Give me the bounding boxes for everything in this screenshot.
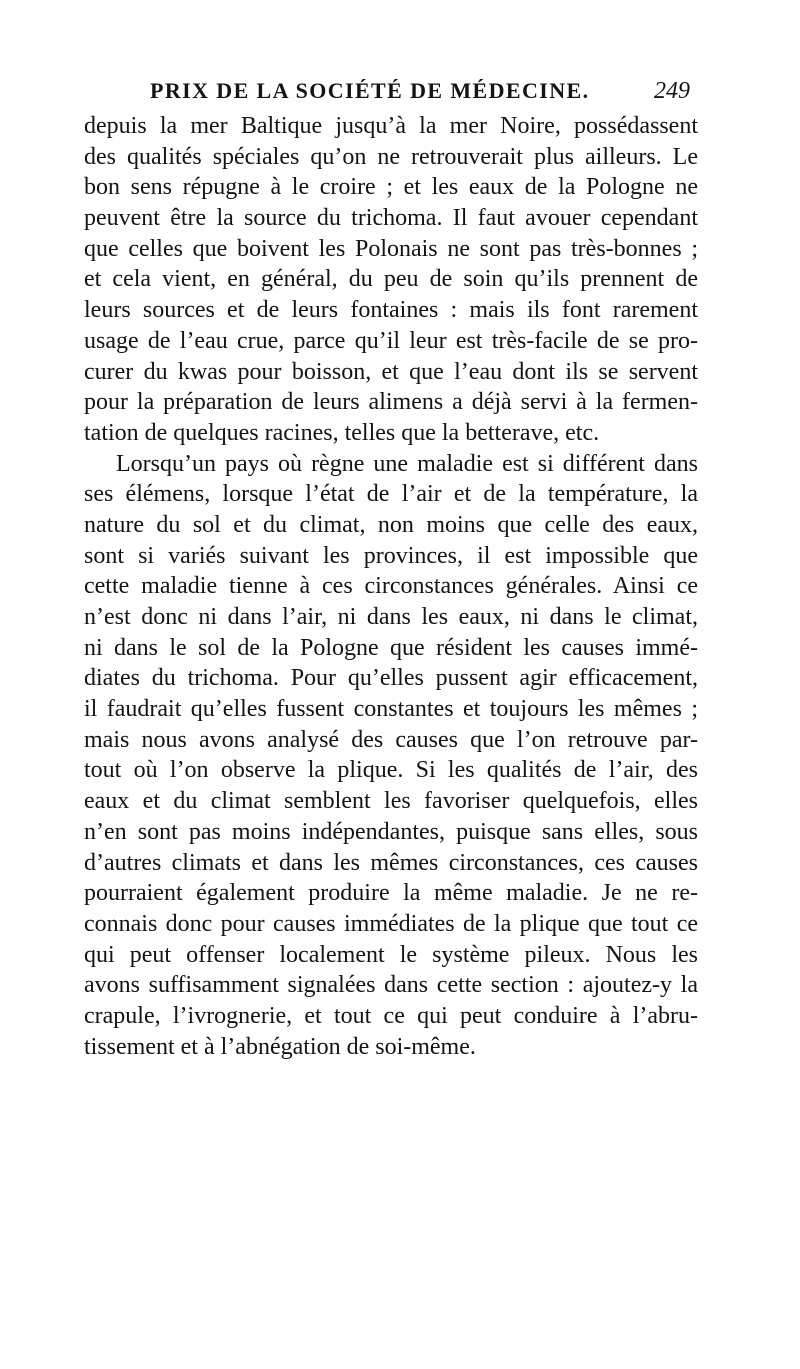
text-line: sont si variés suivant les provinces, il est impossible que xyxy=(84,542,698,569)
text-line: bon sens répugne à le croire ; et les eaux de la Pologne ne xyxy=(84,174,698,201)
text-line: leurs sources et de leurs fontaines : mais ils font rarement xyxy=(84,297,698,324)
text-line: nature du sol et du climat, non moins que celle des eaux, xyxy=(84,511,698,538)
text-line: usage de l’eau crue, parce qu’il leur est très-facile de se pro- xyxy=(84,327,698,354)
running-head xyxy=(150,78,690,110)
text-line: eaux et du climat semblent les favoriser quelquefois, elles xyxy=(84,788,698,815)
text-line: curer du kwas pour boisson, et que l’eau dont ils se servent xyxy=(84,358,698,385)
text-line: d’autres climats et dans les mêmes circonstances, ces causes xyxy=(84,849,698,876)
text-line: que celles que boivent les Polonais ne sont pas très-bonnes ; xyxy=(84,235,698,262)
text-line: n’en sont pas moins indépendantes, puisque sans elles, sous xyxy=(84,818,698,845)
text-line: tissement et à l’abnégation de soi-même. xyxy=(84,1033,476,1060)
text-line: connais donc pour causes immédiates de la plique que tout ce xyxy=(84,910,698,937)
text-line: et cela vient, en général, du peu de soin qu’ils prennent de xyxy=(84,266,698,293)
text-line: il faudrait qu’elles fussent constantes et toujours les mêmes ; xyxy=(84,696,698,723)
text-line: Lorsqu’un pays où règne une maladie est si différent dans xyxy=(116,450,698,477)
page-number: 249 xyxy=(654,78,690,104)
text-line: peuvent être la source du trichoma. Il faut avouer cependant xyxy=(84,205,698,232)
text-line: pourraient également produire la même maladie. Je ne re- xyxy=(84,880,698,907)
text-line: ses élémens, lorsque l’état de l’air et de la température, la xyxy=(84,481,698,508)
text-line: cette maladie tienne à ces circonstances générales. Ainsi ce xyxy=(84,573,698,600)
text-line: tation de quelques racines, telles que la betterave, etc. xyxy=(84,419,600,446)
text-line: qui peut offenser localement le système pileux. Nous les xyxy=(84,941,698,968)
text-line: diates du trichoma. Pour qu’elles pussent agir efficacement, xyxy=(84,665,698,692)
text-line: tout où l’on observe la plique. Si les qualités de l’air, des xyxy=(84,757,698,784)
text-line: depuis la mer Baltique jusqu’à la mer Noire, possédassent xyxy=(84,113,698,139)
text-line: des qualités spéciales qu’on ne retrouverait plus ailleurs. Le xyxy=(84,143,698,170)
body-text xyxy=(84,111,698,1062)
text-line: pour la préparation de leurs alimens a déjà servi à la fermen- xyxy=(84,389,698,416)
text-line: ni dans le sol de la Pologne que résident les causes immé- xyxy=(84,634,698,661)
text-line: avons suffisamment signalées dans cette section : ajoutez-y la xyxy=(84,972,698,999)
running-title: PRIX DE LA SOCIÉTÉ DE MÉDECINE. xyxy=(150,78,590,103)
text-line: mais nous avons analysé des causes que l’on retrouve par- xyxy=(84,726,698,753)
text-line: n’est donc ni dans l’air, ni dans les eaux, ni dans le climat, xyxy=(84,604,698,630)
text-line: crapule, l’ivrognerie, et tout ce qui peut conduire à l’abru- xyxy=(84,1002,698,1029)
